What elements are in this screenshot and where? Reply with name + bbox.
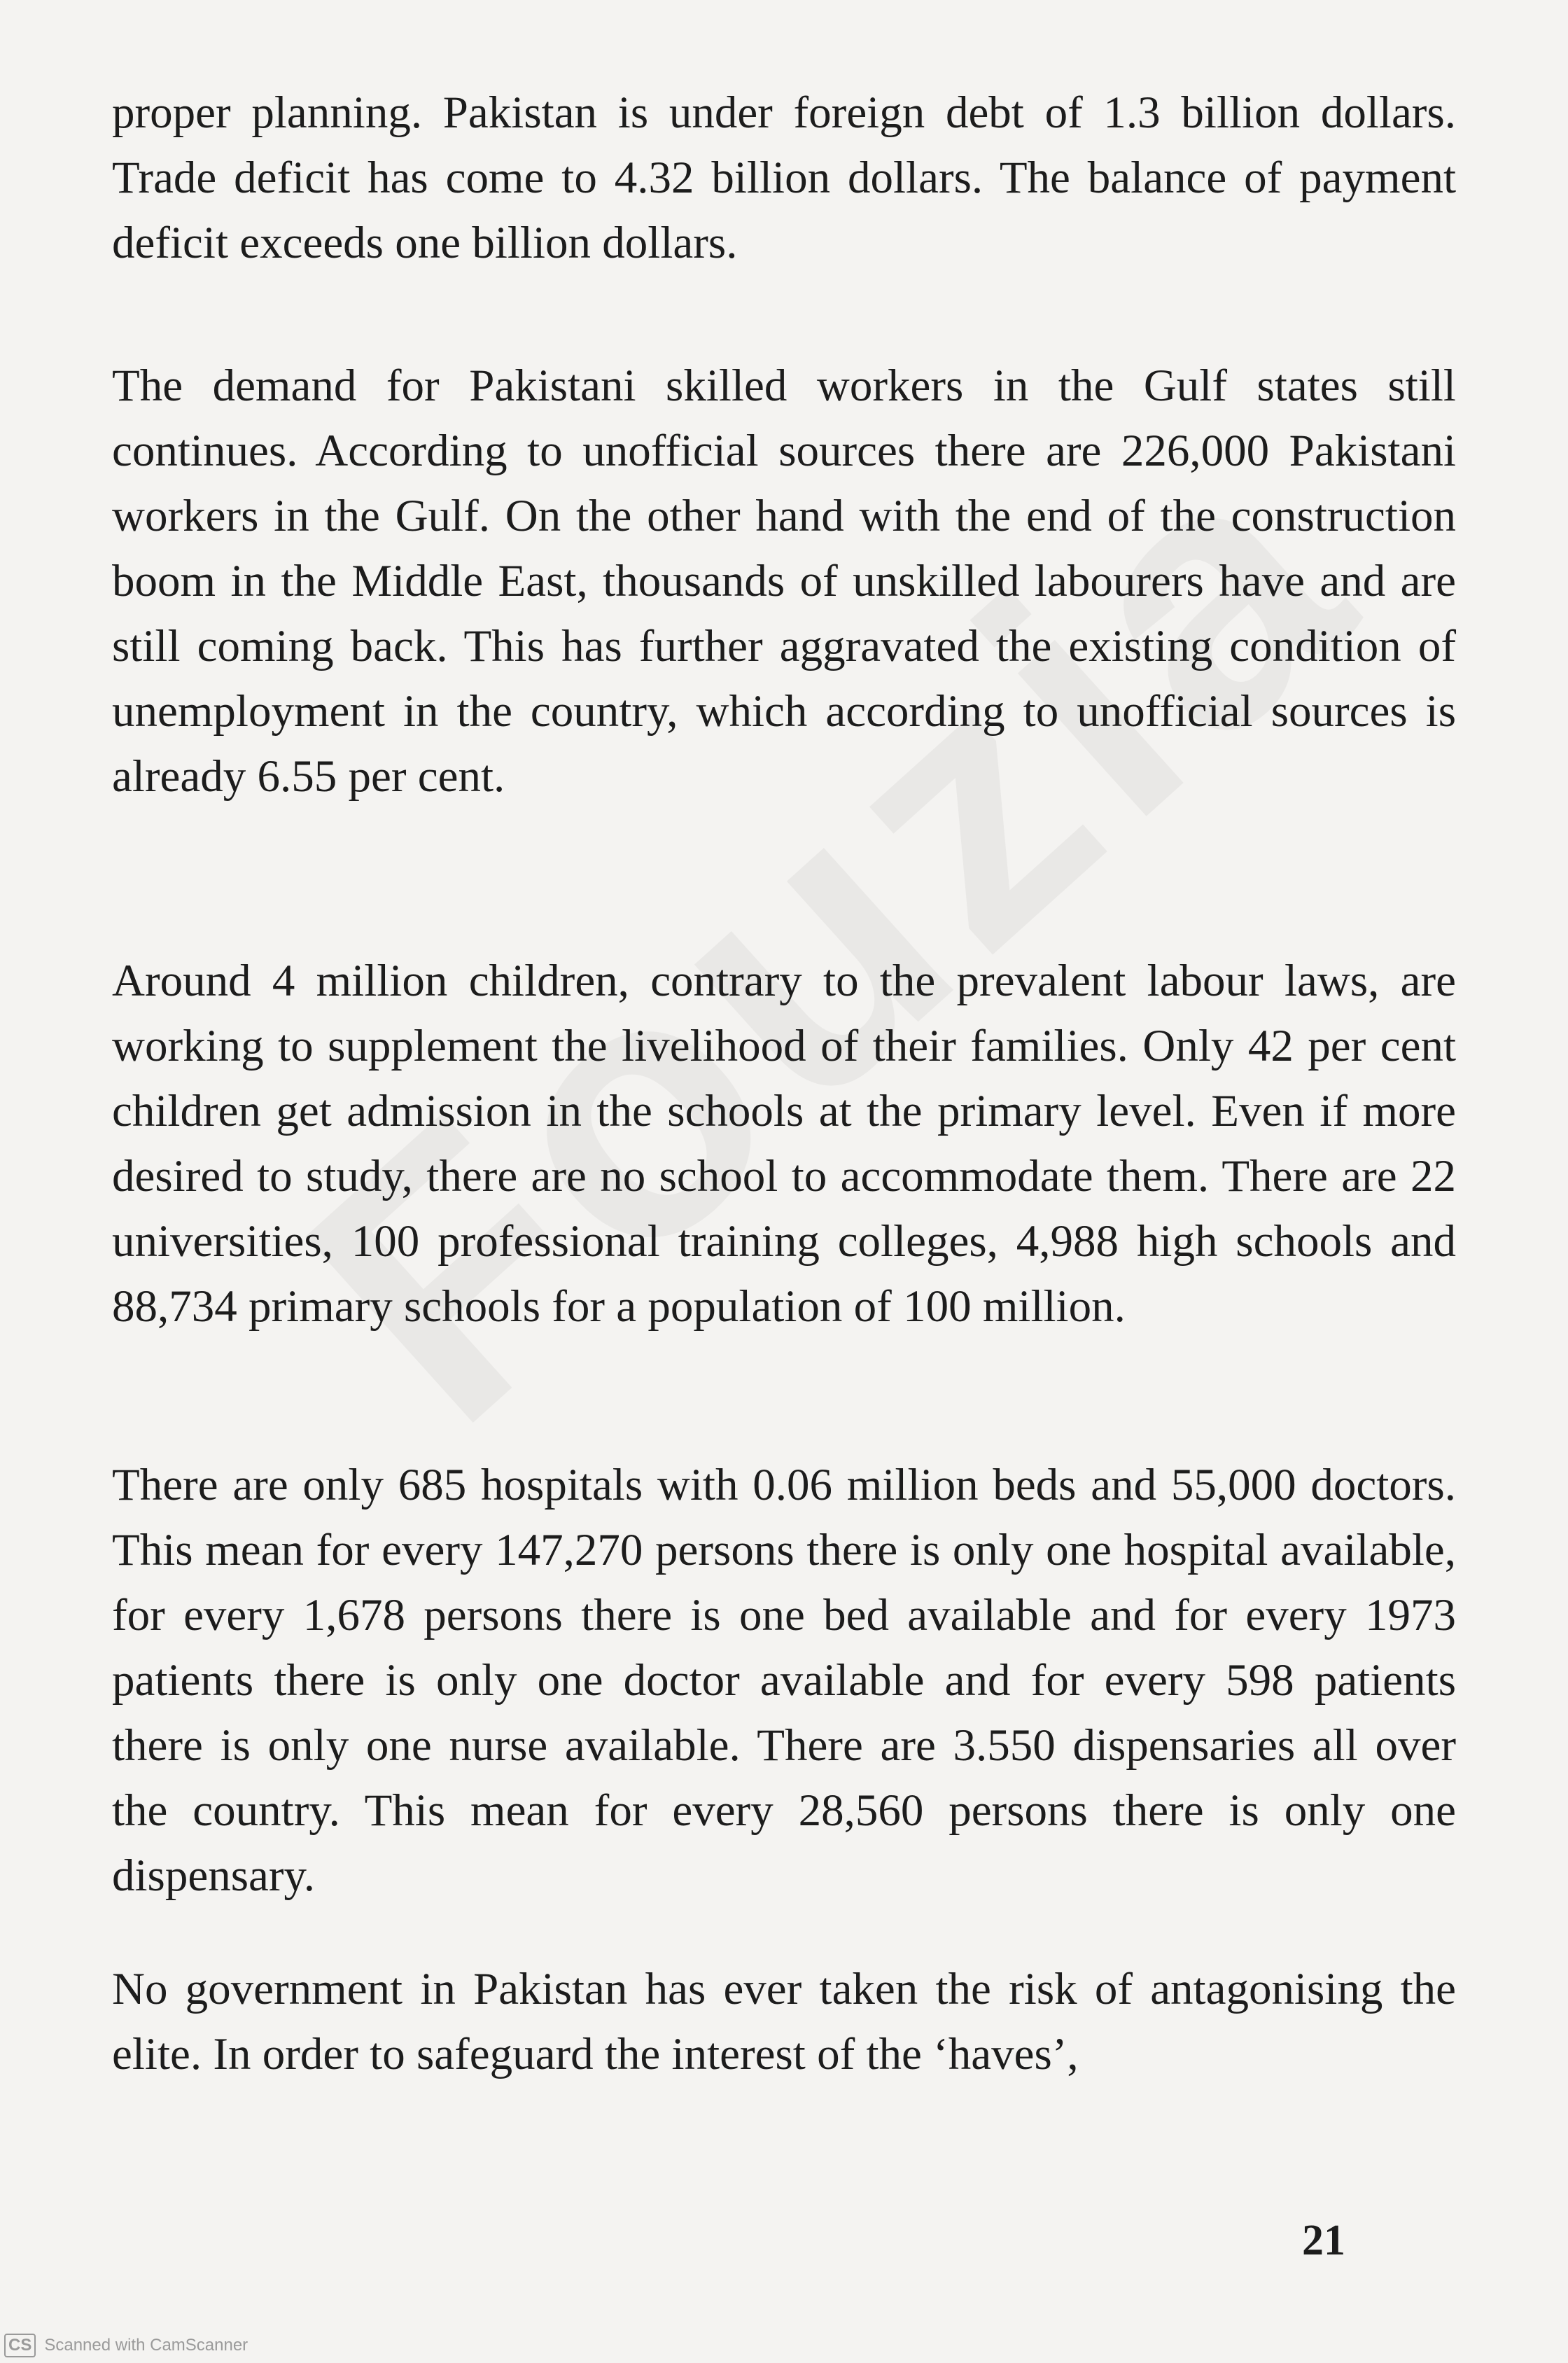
paragraph-child-labour-education: Around 4 million children, contrary to the prevalent labour laws, are working to supplement the livelihood of their families. Only 42 per cent children get admission in the schools at the primary level. Even if more desired to study, there are no school to accommodate them. There are 22 universities, 100 professional training colleges, 4,988 high schools and 88,734 primary schools for a population of 100 million.: [112, 956, 1456, 1332]
scanner-watermark: [4, 2334, 248, 2357]
paragraph-elite: No government in Pakistan has ever taken the risk of antagonising the elite. In order to safeguard the interest of the ‘haves’,: [112, 1964, 1456, 2079]
camscanner-logo-icon: CS: [4, 2334, 36, 2357]
paragraph-health-facilities: There are only 685 hospitals with 0.06 million beds and 55,000 doctors. This mean for every 147,270 persons there is only one hospital available, for every 1,678 persons there is one bed available and for every 1973 patients there is only one doctor available and for every 598 patients there is only one nurse available. There are 3.550 dispensaries all over the country. This mean for every 28,560 persons there is only one dispensary.: [112, 1460, 1456, 1901]
scanner-label: Scanned with CamScanner: [44, 2336, 248, 2355]
page-number: 21: [1302, 2217, 1345, 2264]
paragraph-foreign-debt: proper planning. Pakistan is under foreign debt of 1.3 billion dollars. Trade deficit has come to 4.32 billion dollars. The balance of payment deficit exceeds one billion dollars.: [112, 88, 1456, 268]
paragraph-gulf-workers: The demand for Pakistani skilled workers in the Gulf states still continues. According to unofficial sources there are 226,000 Pakistani workers in the Gulf. On the other hand with the end of the construction boom in the Middle East, thousands of unskilled labourers have and are still coming back. This has further aggravated the existing condition of unemployment in the country, which according to unofficial sources is already 6.55 per cent.: [112, 361, 1456, 802]
